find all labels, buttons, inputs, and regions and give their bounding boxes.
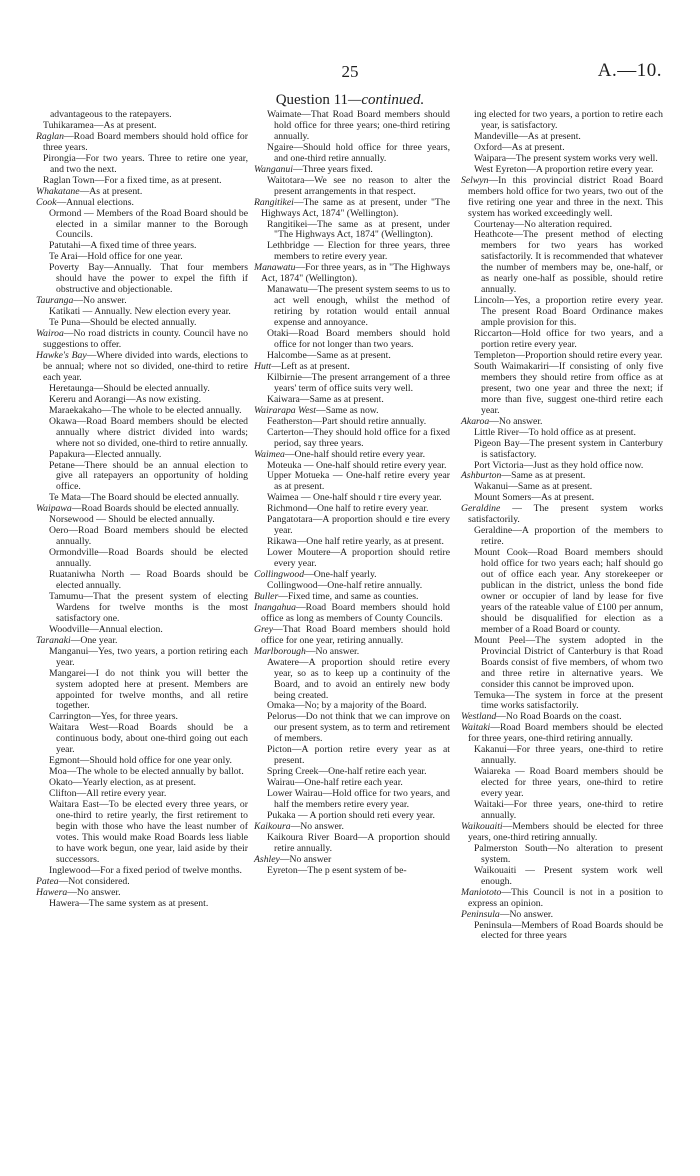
district-name: Hawera [36,886,68,898]
entry-text: Papakura—Elected annually. [49,448,162,460]
board-entry [461,921,663,943]
entry-text: Pirongia—For two years. Three to retire one year, and two the next. [43,152,248,175]
entry-text: Kilbirnie—The present arrangement of a three years' term of office suits very well. [267,371,450,394]
entry-text: Templeton—Proportion should retire every year. [474,349,663,361]
district-name: Wanganui [254,163,293,175]
entry-text: Wairau—One-half retire each year. [267,777,403,789]
entry-text: —Left as at present. [271,360,350,372]
text-column-1 [36,110,248,910]
district-name: Waitaki [461,722,491,734]
board-entry [461,230,663,296]
district-name: Cook [36,196,57,208]
board-entry [254,176,450,198]
question-suffix: —continued. [348,92,425,108]
entry-text: —In this provincial district Road Board members hold office for two years, two out of the five retiring one year and three in the next. This system has worked exceedingly well. [468,174,663,219]
entry-text: Te Mata—The Board should be elected annually. [49,492,239,504]
entry-text: Egmont—Should hold office for one year only. [49,755,232,767]
district-name: Westland [461,711,497,723]
entry-text: ing elected for two years, a portion to retire each year, is satisfactory. [474,109,663,131]
district-entry [254,263,450,285]
entry-text: Patutahi—A fixed time of three years. [49,240,197,252]
entry-text: Ormond — Members of the Road Board should be elected in a similar manner to the Borough Councils. [49,207,248,241]
entry-text: Moteuka — One-half should retire every year. [267,459,447,471]
entry-text: Awatere—A proportion should retire every year, so as to keep up a continuity of the Board, and to avoid an entirely new body being created. [267,656,450,701]
entry-text: —No answer. [489,415,543,427]
entry-text: —No answer [279,853,332,865]
entry-text: Kakanui—For three years, one-third to retire annually. [474,744,663,767]
board-entry [254,110,450,143]
district-name: Wairoa [36,328,64,340]
entry-text: Pangatotara—A proportion should e tire every year. [267,514,450,537]
board-entry [254,143,450,165]
entry-text: Waimate—That Road Board members should hold office for three years; one-third retiring annually. [267,109,450,142]
district-name: Whakatane [36,185,80,197]
board-entry [461,691,663,713]
entry-text: Pukaka — A portion should reti every year. [267,810,435,821]
board-entry [254,712,450,745]
entry-text: Halcombe—Same as at present. [267,349,391,361]
entry-text: —Road Board members should hold office as long as members of County Councils. [261,601,450,624]
entry-text: —One year. [70,634,118,646]
district-name: Raglan [36,130,64,142]
district-name: Hawke's Bay [36,349,87,361]
entry-text: Courtenay—No alteration required. [474,218,612,230]
entry-text: Carrington—Yes, for three years. [49,711,178,723]
district-name: Inangahua [254,601,296,613]
entry-text: Petane—There should be an annual election to give all ratepayers an opportunity of holding office. [49,459,248,493]
district-entry [461,723,663,745]
district-entry [36,329,248,351]
entry-text: Okawa—Road Board members should be elected annually where district divided into wards; where not so divided, one-third to retire annually. [49,415,248,449]
entry-text: Te Puna—Should be elected annually. [49,317,197,329]
entry-text: —One-half should retire every year. [284,448,426,460]
district-entry [36,132,248,154]
board-entry [461,745,663,767]
district-name: Marlborough [254,645,306,657]
entry-text: Katikati — Annually. New election every year. [49,306,231,318]
district-entry [461,822,663,844]
district-name: Patea [36,875,59,887]
entry-text: —No answer. [67,886,121,898]
entry-text: Heretaunga—Should be elected annually. [49,382,210,394]
district-entry [254,625,450,647]
board-entry [254,220,450,242]
entry-text: Pelorus—Do not think that we can improve on our present system, as to term and retirement of members. [267,711,450,745]
page-number: 25 [341,62,359,81]
entry-text: Waimea — One-half should r tire every year. [267,492,442,504]
entry-text: Maraekakaho—The whole to be elected annually. [49,404,242,416]
board-entry [254,548,450,570]
board-entry [36,154,248,176]
board-entry [461,636,663,691]
entry-text: —Where divided into wards, elections to be annual; where not so divided, one-third to retire each year. [43,349,249,383]
entry-text: Geraldine—A proportion of the members to retire. [474,525,663,548]
district-entry [36,351,248,384]
entry-text: Okato—Yearly election, as at present. [49,777,196,789]
entry-text: —Three years fixed. [292,163,373,175]
entry-text: —No answer. [305,645,360,657]
district-entry [461,888,663,910]
board-entry [36,570,248,592]
entry-text: Ngaire—Should hold office for three years, and one-third retire annually. [267,141,450,164]
entry-text: —No answer. [499,908,554,920]
entry-text: Picton—A portion retire every year as at present. [267,744,450,767]
question-title: Question 11 [275,92,349,108]
board-entry [254,329,450,351]
board-entry [254,833,450,855]
board-entry [461,329,663,351]
entry-text: —No road districts in county. Council have no suggestions to offer. [43,328,248,351]
board-entry [254,428,450,450]
board-entry [36,461,248,494]
entry-text: Waitara West—Road Boards should be a continuous body, about one-third going out each year. [49,722,248,756]
district-name: Buller [254,590,279,602]
board-entry [36,647,248,669]
entry-text: Raglan Town—For a fixed time, as at present. [43,174,222,186]
entry-text: Collingwood—One-half retire annually. [267,579,423,591]
district-entry [461,176,663,220]
district-name: Ashley [254,853,280,865]
board-entry [254,471,450,493]
district-name: Wairarapa West [254,404,316,416]
entry-text: Kaikoura River Board—A proportion should retire annually. [267,831,450,854]
board-entry [461,548,663,636]
board-entry [254,285,450,329]
district-name: Manawatu [254,262,296,274]
board-entry [254,789,450,811]
entry-text: Lower Wairau—Hold office for two years, and half the members retire every year. [267,788,450,811]
entry-text: Waiareka — Road Board members should be elected for three years, one-third to retire every year. [474,766,663,800]
board-entry [461,526,663,548]
entry-text: Poverty Bay—Annually. That four members should have the power to expel the fifth if obstructive and objectionable. [49,262,248,296]
entry-text: Lincoln—Yes, a proportion retire every year. The present Road Board Ordinance makes ample provision for this. [474,295,663,329]
entry-text: Wakanui—Same as at present. [474,481,593,493]
entry-text: —This Council is not in a position to express an opinion. [468,886,663,909]
board-entry [254,515,450,537]
entry-text: South Waimakariri—If consisting of only five members they should retire from office as at present, two one year and three the next; if more than five, suggest one-third retire each year. [474,360,663,416]
board-entry [36,800,248,866]
district-name: Selwyn [461,174,489,186]
district-name: Maniototo [461,886,502,898]
entry-text: —Road Boards should be elected annually. [71,503,239,515]
board-entry [461,110,663,132]
entry-text: —No answer. [73,295,127,307]
district-entry [461,504,663,526]
entry-text: Mount Peel—The system adopted in the Provincial District of Canterbury is that Road Boards consist of five members, of whom two and three retire in alternative years. We consider this cannot be improved upon. [474,634,663,690]
district-name: Waipawa [36,503,72,515]
district-name: Peninsula [461,908,500,920]
section-heading [0,92,700,109]
entry-text: Manganui—Yes, two years, a portion retiring each year. [49,645,248,668]
board-entry [461,296,663,329]
document-reference: A.—10. [597,60,662,81]
entry-text: Palmerston South—No alteration to present system. [474,842,663,865]
entry-text: Waitaki—For three years, one-third to retire annually. [474,799,663,821]
entry-text: Waikouaiti — Present system work well enough. [474,864,663,887]
entry-text: Otaki—Road Board members should hold office for not longer than two years. [267,328,450,351]
board-entry [36,723,248,756]
entry-text: Peninsula—Members of Road Boards should be elected for three years [474,919,663,942]
entry-text: —No answer. [290,820,344,832]
entry-text: advantageous to the ratepayers. [50,109,172,120]
board-entry [36,526,248,548]
district-name: Akaroa [461,415,490,427]
entry-text: Omaka—No; by a majority of the Board. [267,700,427,712]
district-name: Kaikoura [254,820,291,832]
entry-text: Mount Somers—As at present. [474,492,595,504]
entry-text: Waitotara—We see no reason to alter the present arrangements in that respect. [267,174,450,197]
entry-text: —Members should be elected for three years, one-third retiring annually. [468,820,663,843]
entry-text: Manawatu—The present system seems to us to act well enough, whilst the method of retiring by rotation would entail annual expense and annoyance. [267,284,450,329]
entry-text: Tamumu—That the present system of electing Wardens for twelve months is the most satisfactory one. [49,590,248,624]
entry-text: —As at present. [79,185,143,197]
entry-text: Temuka—The system in force at the present time works satisfactorily. [474,689,663,712]
entry-text: Moa—The whole to be elected annually by ballot. [49,766,244,778]
district-name: Taranaki [36,634,71,646]
district-name: Tauranga [36,295,74,307]
board-entry [36,669,248,713]
board-entry [461,866,663,888]
board-entry [254,241,450,263]
text-column-3 [461,110,663,942]
entry-text: Lower Moutere—A proportion should retire every year. [267,547,450,570]
district-name: Hutt [254,360,272,372]
entry-text: Riccarton—Hold office for two years, and a portion retire every year. [474,328,663,351]
board-entry [36,417,248,450]
entry-text: Clifton—All retire every year. [49,788,167,800]
entry-text: — The present system works satisfactorily. [468,503,663,526]
entry-text: Mandeville—As at present. [474,130,581,142]
entry-text: —Not considered. [58,875,130,887]
board-entry [36,592,248,625]
entry-text: —Same as now. [316,404,379,416]
entry-text: Ormondville—Road Boards should be elected annually. [49,547,248,570]
board-entry [254,866,450,877]
entry-text: Spring Creek—One-half retire each year. [267,766,427,778]
district-name: Rangitikei [254,196,294,208]
entry-text: —Fixed time, and same as counties. [278,590,419,602]
entry-text: Oxford—As at present. [474,141,565,153]
board-entry [36,209,248,242]
entry-text: Mangarei—I do not think you will better the system adopted here at present. Members are appointed for twelve months, and all retire together. [49,667,248,712]
board-entry [254,745,450,767]
board-entry [36,263,248,296]
entry-text: Heathcote—The present method of electing members for two years has worked satisfactorily. It is recommended that whatever the number of members may be, one-half, or as nearly one-half as possible, should retire annually. [474,229,663,296]
entry-text: Tuhikaramea—As at present. [43,119,157,131]
entry-text: Oero—Road Board members should be elected annually. [49,525,248,548]
board-entry [461,800,663,822]
entry-text: —The same as at present, under "The Highways Act, 1874" (Wellington). [261,196,450,219]
entry-text: Waipara—The present system works very well. [474,152,658,164]
entry-text: —Road Board members should be elected for three years, one-third retiring annually. [468,722,663,745]
district-name: Collingwood [254,569,305,581]
district-name: Grey [254,623,274,635]
entry-text: Pigeon Bay—The present system in Canterbury is satisfactory. [474,437,663,460]
entry-text: Eyreton—The p esent system of be- [267,864,407,876]
entry-text: Upper Motueka — One-half retire every year as at present. [267,470,450,493]
board-entry [461,844,663,866]
text-column-2 [254,110,450,877]
entry-text: Lethbridge — Election for three years, three members to retire every year. [267,240,450,263]
entry-text: —That Road Board members should hold office for one year, retiring annually. [261,623,450,646]
entry-text: Kereru and Aorangi—As now existing. [49,393,202,405]
entry-text: Kaiwara—Same as at present. [267,393,384,405]
entry-text: —One-half yearly. [304,569,377,581]
district-entry [254,603,450,625]
entry-text: Port Victoria—Just as they hold office now. [474,459,644,471]
entry-text: Woodville—Annual election. [49,623,163,635]
board-entry [36,899,248,910]
entry-text: Richmond—One half to retire every year. [267,503,429,515]
entry-text: Carterton—They should hold office for a fixed period, say three years. [267,426,450,449]
entry-text: Inglewood—For a fixed period of twelve months. [49,864,242,876]
entry-text: Ruataniwha North — Road Boards should be elected annually. [49,569,248,591]
entry-text: —Same as at present. [501,470,586,482]
entry-text: —Annual elections. [56,196,134,208]
entry-text: West Eyreton—A proportion retire every year. [474,163,654,175]
entry-text: Mount Cook—Road Board members should hold office for two years each; half should go out of office each year. Any storekeeper or publican in the district, unless the bond fide owner or occupier of land by lease for five years of the rateable value of £100 per annum, should be disqualified for election as a member of a Road Board or county. [474,547,663,635]
entry-text: —For three years, as in "The Highways Act, 1874" (Wellington). [261,262,450,285]
entry-text: —No Road Boards on the coast. [496,711,622,723]
board-entry [36,548,248,570]
district-name: Waimea [254,448,285,460]
board-entry [461,439,663,461]
entry-text: Hawera—The same system as at present. [49,897,209,909]
entry-text: Featherston—Part should retire annually. [267,415,427,427]
entry-text: Rikawa—One half retire yearly, as at present. [267,536,444,548]
entry-text: Rangitikei—The same as at present, under "The Highways Act, 1874" (Wellington). [267,218,450,241]
board-entry [461,767,663,800]
district-name: Geraldine [461,503,501,515]
board-entry [461,362,663,417]
district-name: Waikouaiti [461,820,503,832]
district-name: Ashburton [461,470,502,482]
entry-text: Te Arai—Hold office for one year. [49,251,183,263]
entry-text: Little River—To hold office as at present. [474,426,636,438]
entry-text: Waitara East—To be elected every three years, or one-third to retire yearly, the first retirement to begin with those who have the least number of votes. This would make Road Boards less liable to have work begun, one year, laid aside by their successors. [49,799,248,865]
board-entry [254,658,450,702]
board-entry [254,373,450,395]
entry-text: Norsewood — Should be elected annually. [49,514,215,526]
entry-text: —Road Board members should hold office for three years. [43,130,248,153]
district-entry [254,198,450,220]
